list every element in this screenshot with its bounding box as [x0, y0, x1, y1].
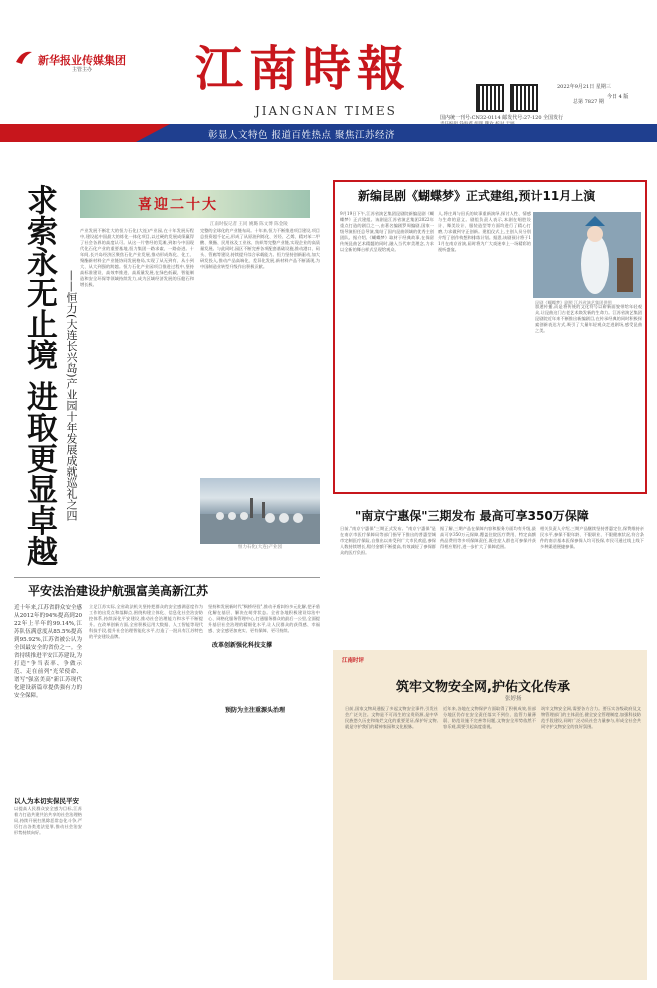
brand-name: 新华报业传媒集团: [38, 54, 126, 67]
commentary-author: 张婷扬: [505, 696, 522, 702]
article3-body-col-b: 立足江苏实际,全省政法机关坚持把群众的安全感满意度作为工作的出发点和落脚点,围绕构建立体化、信息化社会治安防控体系,持续深化平安建设,推动社会治理能力和水平不断提升。在改革创新方面,全省积极运用大数据、人工智能等现代科技手段,提升社会治理智能化水平,打造了一批具有江苏特色的平安建设品牌。: [89, 604, 203, 639]
lead-subheadline: ——恒力(大连长兴岛)产业园十年发展成就巡礼之四: [65, 270, 78, 521]
commentary-headline: 筑牢文物安全网,护佑文化传承: [396, 680, 570, 695]
commentary-body-col-b: 近年来,各地在文物保护方面取得了积极成效,但部分地区仍存在安全责任落实不到位、监管力量薄弱、防范设施不完善等问题,文物安全形势依然不容乐观,需要引起高度重视。: [443, 706, 536, 729]
section-divider: [14, 577, 320, 578]
lead-body-col-b: 完整的全球化的产业链布局。十年来,恒力不断推进项目建设,项目总投资超千亿元,形成了从原油到炼化、芳烃、乙烯、精对苯二甲酸、聚酯、民用丝及工业丝、纺织等完整产业链,实现企业的高质量发展。与此同时,园区不断完善各项配套基础设施,推动港口、码头、管廊等建设,持续提升综合承载能力。恒力坚持创新驱动,加大研发投入,推动产品高端化、差异化发展,新材料产品不断涌现,为中国制造业转型升级作出积极贡献。: [200, 228, 320, 269]
masthead-title-en: JIANGNAN TIMES: [255, 104, 397, 118]
lead-byline: 江南时报记者 王同 姚璐 陈文博 陈金陵: [210, 222, 288, 227]
article2-headline: "南京宁惠保"三期发布 最高可享350万保障: [355, 509, 589, 523]
article3-subhead-a: 以人为本切实保民平安: [14, 797, 79, 805]
article3-body-col-a: 以提高人民群众安全感为目标,江苏着力打造共建共治共享的社会治理格局,持续开展扫黑除恶常态化斗争,严厉打击各类违法犯罪,推动社会治安形势持续向好。: [14, 806, 82, 835]
article3-headline: 平安法治建设护航强富美高新江苏: [28, 584, 209, 598]
commentary-body-col-a: 日前,国家文物局通报了多起文物安全事件,引发社会广泛关注。文物是不可再生的宝贵资源,是中华民族悠久历史和灿烂文化的重要见证,保护好文物,就是守护我们的精神家园和文化根脉。: [345, 706, 438, 729]
feature-body-col-3: 加速传播,而是将传统的文化符号以崭新面貌带给年轻观众,让昆曲这门古老艺术焕发新的生命力。江苏省演艺集团昆剧院近年来不断推出新编剧目,在传承经典的同时积极探索创新表达方式,吸引了大量年轻观众走进剧场,感受昆曲之美。: [535, 304, 642, 333]
commentary-body-col-c: 筑牢文物安全网,需要各方合力。要压实各级政府及文物管理部门的主体责任,健全安全管理制度,加强科技防范手段建设,同时广泛动员社会力量参与,形成全社会共同守护文物安全的良好氛围。: [541, 706, 641, 729]
lead-headline: 求索永无止境 进取更显卓越: [21, 184, 57, 567]
slogan: 彰显人文特色 报道百姓热点 聚焦江苏经济: [208, 130, 396, 141]
commentary-tag: 江南时评: [342, 658, 365, 664]
article3-body-col-c: 坚持和发展新时代"枫桥经验",推动矛盾纠纷多元化解,把矛盾化解在基层、解决在萌芽状态。全省各地积极建设综治中心、网格化服务管理中心,打通服务群众的最后一公里,全面提升基层社会治理的精细化水平,让人民群众的获得感、幸福感、安全感更加充实、更有保障、更可持续。: [208, 604, 320, 633]
article2-body-col-1: 日前,"南京宁惠保"三期正式发布。"南京宁惠保"是在南京市医疗保障局等部门指导下推出的普惠型城市定制医疗保险,自推出以来受到广大市民欢迎,参保人数持续增长,赔付金额不断提高,有效减轻了参保群众的医疗负担。: [340, 526, 436, 555]
lead-banner-text: 喜迎二十大: [138, 197, 218, 213]
opera-photo: [533, 212, 641, 298]
issue-number: 总第 7827 期: [573, 99, 604, 105]
industrial-park-photo: [200, 478, 320, 544]
publication-info: 国内统一刊号:CN32-0114 邮发代号:27-120 全国发行: [440, 115, 564, 121]
feature-body-col-2: 人,将庄周与田氏的故事重新演绎,探讨人性、情感与生命的意义。剧组负责人表示,本剧在唱腔设计、舞美设计、服装造型等方面均进行了精心打磨,力求做到守正创新。建组仪式上,主创人员分别介绍了创作构想和排练计划。据悉,该剧预计将于11月在南京首演,届时将为广大戏迷奉上一场精彩的视听盛宴。: [438, 211, 531, 252]
qr-code-icon: [476, 84, 504, 112]
opera-photo-caption: 昆剧《蝴蝶梦》剧照 江苏省演艺集团供图: [535, 300, 612, 305]
brand-logo-icon: [14, 48, 34, 68]
masthead-title: 江南時報: [195, 41, 412, 97]
article3-subhead-c: 预防为主注重源头治理: [225, 707, 286, 714]
feature-headline: 新编昆剧《蝴蝶梦》正式建组,预计11月上演: [358, 189, 596, 203]
article2-body-col-3: 相关负责人介绍,三期产品继续坚持普惠定位,保费维持亲民水平,参保不限年龄、不限职业、不限健康状况,符合条件的南京基本医保参保人均可投保,市民可通过线上线下多种渠道便捷参保。: [540, 526, 644, 549]
article3-subhead-b: 改革创新强化科技支撑: [212, 642, 273, 649]
brand-sub: 主管主办: [72, 67, 93, 73]
issue-date: 2022年9月21日 星期三: [557, 84, 611, 90]
feature-body-col-1: 9月19日下午,江苏省演艺集团昆剧院新编昆剧《蝴蝶梦》正式建组。该剧是江苏省演艺集团2022年重点打造的剧目之一,由著名编剧罗周编剧,国家一级导演担任总导演,集结了国内昆曲领域的优秀主创团队。据介绍,《蝴蝶梦》取材于经典故事,在保留传统昆曲艺术精髓的同时,融入当代审美理念,力求以全新的舞台样式呈现给观众。: [340, 211, 434, 252]
page-count: 今日 4 版: [607, 94, 629, 100]
qr-code-icon: [510, 84, 538, 112]
lead-body-col-a: 产业发展不断壮大的恒力石化(大连)产业园,在十年发展历程中,建设起中国最大的炼化一体化项目,以过硬的发展成绩赢得了社会各界的高度认可。从这一片曾经的荒滩,到如今中国现代化石化产业的重要基地,恒力集团一路求索、一路奋进。十年间,长兴岛经济区聚焦石化产业发展,推动形成炼化、化工、聚酯新材料全产业链协同发展格局,实现了从无到有、从小到大、从大到强的跨越。恒力石化产业园项目推进过程中,坚持高标准建设、高效率推进、高质量发展,在绿色低碳、智能制造和安全环保等领域持续发力,成为区域经济发展的压舱石和增长极。: [80, 228, 194, 287]
industrial-park-caption: 恒力石化(大连)产业园: [238, 545, 283, 550]
article3-lead: 近十年来,江苏省群众安全感从2012年的94%提高到2022年上半年的99.14%,江苏队伍满意度从85.5%提高到95.92%,江苏省被公认为全国最安全的省份之一。全省持续推进平安江苏建设,为打造"争当表率、争做示范、走在前列"光荣使命、谱写"强富美高"新江苏现代化建设新篇章提供强有力的安全保障。: [14, 605, 82, 699]
article2-body-col-2: 据了解,三期产品在保障内容和服务方面均有升级,最高可享350万元保障,覆盖住院医疗费用、特定高额药品费用等多项保障责任,既往症人群也可参保并获得相应赔付,进一步扩大了保障范围。: [440, 526, 536, 549]
